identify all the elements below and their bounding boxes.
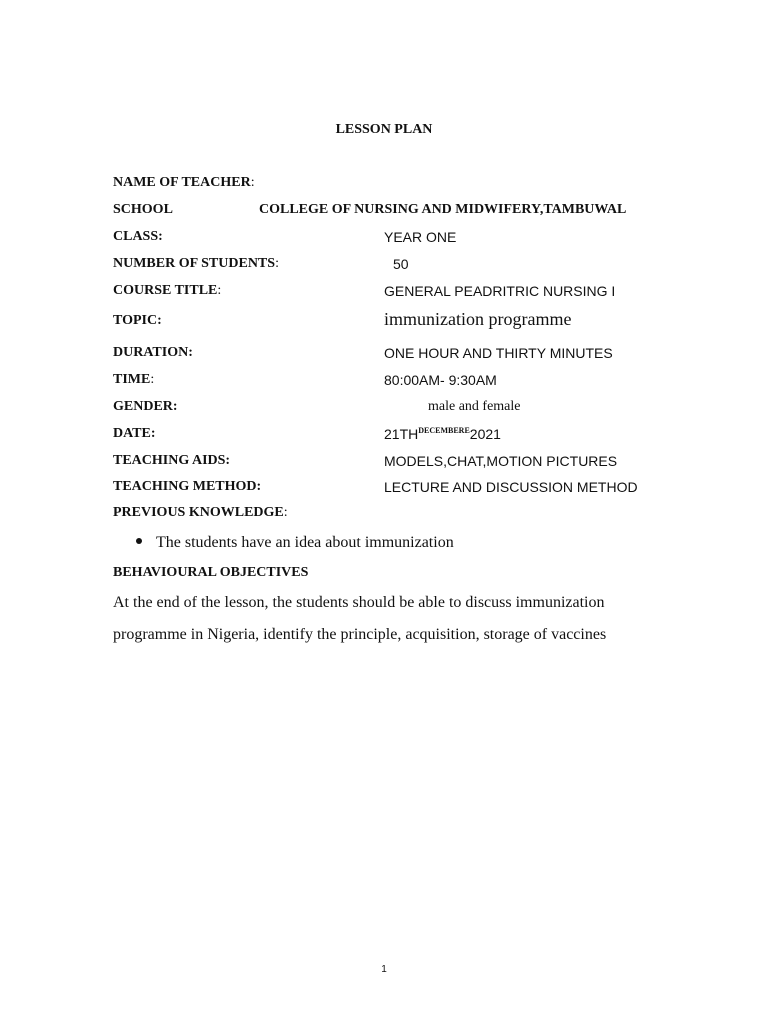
- field-topic: [113, 313, 162, 329]
- field-colon: :: [283, 505, 288, 520]
- field-colon: :: [217, 283, 222, 298]
- field-teaching-method: [113, 479, 261, 495]
- list-item-text: The students have an idea about immunization: [156, 534, 454, 551]
- field-teaching-aids: [113, 453, 230, 469]
- course-title-value: GENERAL PEADRITRIC NURSING I: [384, 283, 616, 299]
- objectives-line-1: At the end of the lesson, the students should be able to discuss immunization: [113, 594, 605, 611]
- school-value: COLLEGE OF NURSING AND MIDWIFERY,TAMBUWAL: [259, 202, 627, 217]
- objectives-line-2: programme in Nigeria, identify the principle, acquisition, storage of vaccines: [113, 626, 607, 643]
- field-label: COURSE TITLE: [113, 283, 218, 298]
- field-label: NUMBER OF STUDENTS: [113, 256, 276, 271]
- date-value: [384, 426, 501, 442]
- date-year: 2021: [469, 426, 501, 442]
- date-month: DECEMBERE: [418, 426, 470, 435]
- date-day: 21TH: [384, 426, 419, 442]
- field-label: TEACHING METHOD:: [113, 479, 262, 494]
- field-label: NAME OF TEACHER: [113, 175, 251, 190]
- field-label: CLASS:: [113, 229, 163, 244]
- field-label: GENDER:: [113, 399, 178, 414]
- class-value: YEAR ONE: [384, 229, 457, 245]
- page-title: LESSON PLAN: [335, 122, 433, 137]
- teaching-method-value: LECTURE AND DISCUSSION METHOD: [384, 479, 638, 495]
- field-label: DURATION:: [113, 345, 193, 360]
- time-value: 80:00AM- 9:30AM: [384, 372, 497, 388]
- field-duration: [113, 345, 193, 361]
- section-heading: BEHAVIOURAL OBJECTIVES: [113, 565, 309, 580]
- field-number-of-students: [113, 256, 279, 272]
- field-course-title: [113, 283, 221, 299]
- topic-value: immunization programme: [384, 309, 572, 329]
- duration-value: ONE HOUR AND THIRTY MINUTES: [384, 345, 613, 361]
- gender-value: male and female: [428, 399, 521, 414]
- field-date: [113, 426, 156, 442]
- field-label: DATE:: [113, 426, 156, 441]
- field-label: TIME: [113, 372, 151, 387]
- field-label: PREVIOUS KNOWLEDGE: [113, 505, 284, 520]
- field-label: TOPIC:: [113, 313, 162, 328]
- field-colon: :: [275, 256, 279, 271]
- field-name-of-teacher: [113, 175, 255, 191]
- bullet-icon: [136, 538, 142, 544]
- field-colon: :: [150, 372, 155, 387]
- field-label: SCHOOL: [113, 202, 173, 217]
- field-school: [113, 202, 173, 218]
- field-label: TEACHING AIDS:: [113, 453, 231, 468]
- field-time: [113, 372, 154, 388]
- field-class: [113, 229, 163, 245]
- field-previous-knowledge: [113, 505, 288, 521]
- page-number: 1: [381, 964, 387, 975]
- field-colon: :: [250, 175, 255, 190]
- list-item: [136, 534, 454, 552]
- section-heading-objectives: [113, 565, 308, 581]
- students-value: 50: [393, 256, 409, 272]
- field-gender: [113, 399, 178, 415]
- teaching-aids-value: MODELS,CHAT,MOTION PICTURES: [384, 453, 618, 469]
